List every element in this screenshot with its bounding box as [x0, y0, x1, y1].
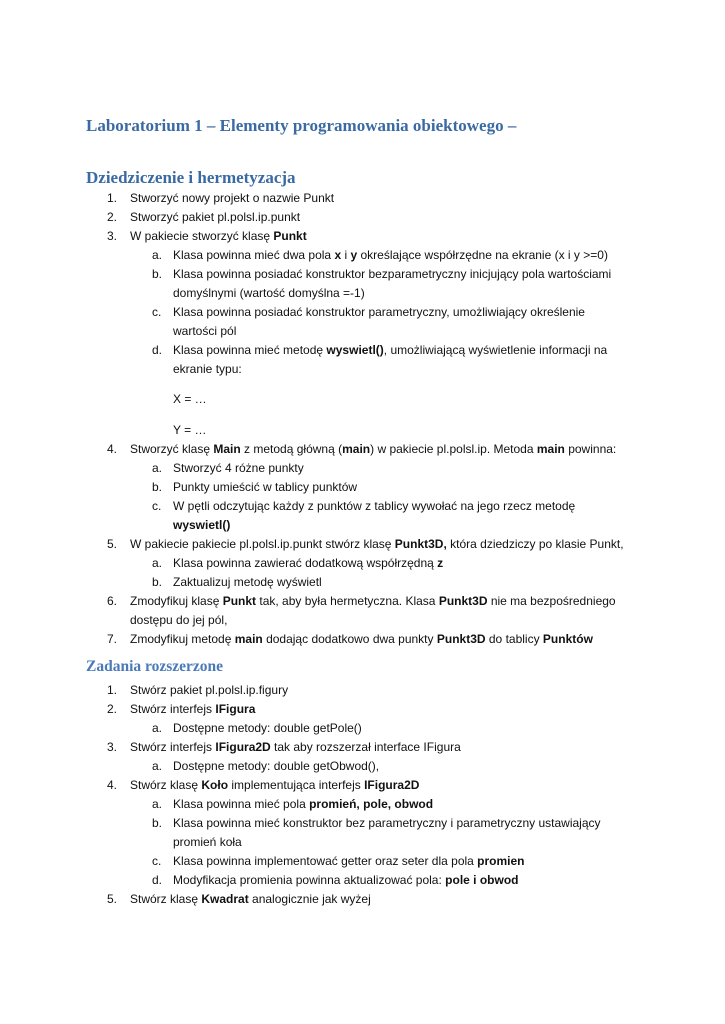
list-item: Stwórz interfejs IFigura2D tak aby rozszerzał interface IFigura	[130, 740, 461, 754]
sublist-item: Klasa powinna posiadać konstruktor bezparametryczny inicjujący pola wartościami	[173, 267, 612, 281]
list-number: 6.	[107, 594, 118, 608]
list-number: 2.	[107, 210, 118, 224]
sublist-item: Klasa powinna mieć pola promień, pole, obwod	[173, 797, 434, 811]
list-item: Stwórz interfejs IFigura	[130, 702, 256, 716]
sublist-item: Klasa powinna mieć dwa pola x i y określające współrzędne na ekranie (x i y >=0)	[173, 248, 608, 262]
section-title: Zadania rozszerzone	[86, 658, 224, 675]
list-number: 7.	[107, 632, 118, 646]
sublist-letter: b.	[152, 575, 163, 589]
list-item: Stwórz klasę Kwadrat analogicznie jak wyżej	[130, 892, 371, 906]
list-item: Zmodyfikuj metodę main dodając dodatkowo dwa punkty Punkt3D do tablicy Punktów	[130, 632, 593, 646]
sublist-item-continuation: ekranie typu:	[173, 362, 242, 376]
sublist-item-continuation: promień koła	[173, 835, 242, 849]
sublist-letter: a.	[152, 759, 163, 773]
list-number: 4.	[107, 778, 118, 792]
list-item: W pakiecie pakiecie pl.polsl.ip.punkt stwórz klasę Punkt3D, która dziedziczy po klasie Punkt,	[130, 537, 624, 551]
sublist-letter: c.	[152, 854, 162, 868]
list-number: 5.	[107, 892, 118, 906]
sublist-item: Klasa powinna mieć konstruktor bez parametryczny i parametryczny ustawiający	[173, 816, 601, 830]
list-item-continuation: dostępu do jej pól,	[130, 613, 228, 627]
sublist-item: Klasa powinna mieć metodę wyswietl(), umożliwiającą wyświetlenie informacji na	[173, 343, 608, 357]
sublist-letter: b.	[152, 816, 163, 830]
list-item: Stwórz klasę Koło implementująca interfejs IFigura2D	[130, 778, 420, 792]
list-item: W pakiecie stworzyć klasę Punkt	[130, 229, 307, 243]
document-title-line-2: Dziedziczenie i hermetyzacja	[86, 168, 296, 187]
sublist-letter: a.	[152, 248, 163, 262]
list-item: Zmodyfikuj klasę Punkt tak, aby była hermetyczna. Klasa Punkt3D nie ma bezpośredniego	[130, 594, 616, 608]
example-output-x: X = …	[173, 392, 207, 406]
sublist-item-continuation: domyślnymi (wartość domyślna =-1)	[173, 286, 365, 300]
example-output-y: Y = …	[173, 423, 207, 437]
list-number: 2.	[107, 702, 118, 716]
list-item: Stwórz pakiet pl.polsl.ip.figury	[130, 683, 289, 697]
sublist-item: Zaktualizuj metodę wyświetl	[173, 575, 322, 589]
sublist-letter: a.	[152, 797, 163, 811]
list-number: 1.	[107, 683, 118, 697]
sublist-letter: c.	[152, 305, 162, 319]
sublist-item: Dostępne metody: double getPole()	[173, 721, 362, 735]
sublist-letter: b.	[152, 267, 163, 281]
document-title-line-1: Laboratorium 1 – Elementy programowania obiektowego –	[86, 116, 517, 135]
sublist-item: Klasa powinna zawierać dodatkową współrzędną z	[173, 556, 444, 570]
sublist-item: Modyfikacja promienia powinna aktualizować pola: pole i obwod	[173, 873, 519, 887]
list-number: 3.	[107, 740, 118, 754]
sublist-item: Punkty umieścić w tablicy punktów	[173, 480, 358, 494]
sublist-letter: c.	[152, 499, 162, 513]
list-number: 1.	[107, 191, 118, 205]
sublist-letter: d.	[152, 873, 163, 887]
sublist-item: Stworzyć 4 różne punkty	[173, 461, 304, 475]
sublist-letter: a.	[152, 556, 163, 570]
sublist-item: Dostępne metody: double getObwod(),	[173, 759, 380, 773]
sublist-item: W pętli odczytując każdy z punktów z tablicy wywołać na jego rzecz metodę	[173, 499, 576, 513]
sublist-letter: b.	[152, 480, 163, 494]
list-item: Stworzyć nowy projekt o nazwie Punkt	[130, 191, 335, 205]
sublist-letter: a.	[152, 461, 163, 475]
list-item: Stworzyć klasę Main z metodą główną (main) w pakiecie pl.polsl.ip. Metoda main powinna:	[130, 442, 617, 456]
sublist-item-continuation: wyswietl()	[173, 518, 231, 532]
list-number: 3.	[107, 229, 118, 243]
sublist-letter: a.	[152, 721, 163, 735]
list-item: Stworzyć pakiet pl.polsl.ip.punkt	[130, 210, 301, 224]
sublist-item: Klasa powinna posiadać konstruktor parametryczny, umożliwiający określenie	[173, 305, 585, 319]
list-number: 5.	[107, 537, 118, 551]
sublist-item-continuation: wartości pól	[173, 324, 237, 338]
sublist-letter: d.	[152, 343, 163, 357]
list-number: 4.	[107, 442, 118, 456]
sublist-item: Klasa powinna implementować getter oraz seter dla pola promien	[173, 854, 525, 868]
